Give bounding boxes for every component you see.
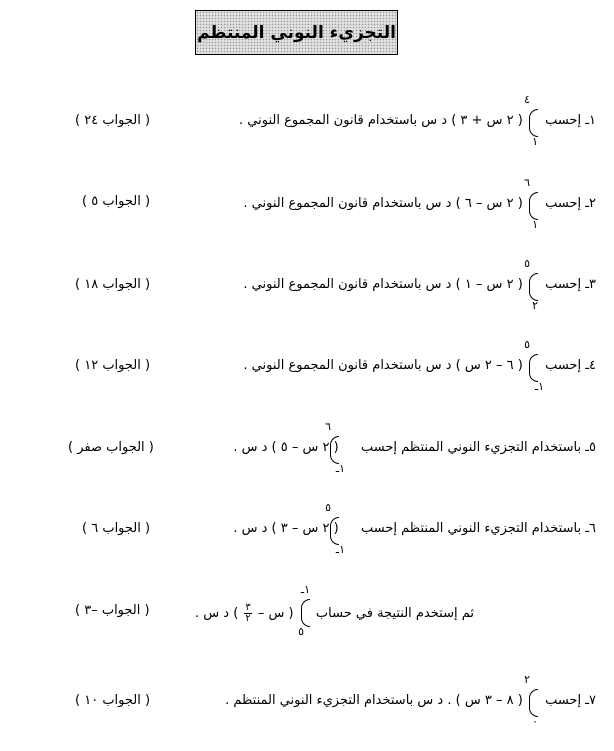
fraction <box>244 603 251 624</box>
lower-limit: ١ <box>532 135 538 148</box>
lower-limit: ١ـ <box>335 462 345 475</box>
problem-7-integrand: ( ٨ – ٣ س ) . د س <box>417 693 523 708</box>
lower-limit: ٠ <box>532 715 538 728</box>
integral-sign-icon <box>330 436 339 464</box>
problem-7 <box>225 673 596 728</box>
problem-4-integrand: ( ٦ – ٢ س ) د س <box>425 358 523 373</box>
problem-6-prefix: ٦ـ باستخدام التجزيء النوني المنتظم إحسب <box>361 521 596 536</box>
problem-4 <box>243 338 596 393</box>
lower-limit: ٥ <box>298 625 304 638</box>
integral-sign-icon <box>330 517 339 545</box>
problem-6-integrand: ( ٢ س – ٣ ) د س . <box>233 521 339 536</box>
lower-limit: ٢ <box>532 299 538 312</box>
upper-limit: ٤ <box>524 93 530 106</box>
problem-6b <box>195 583 474 638</box>
page-title: التجزيء النوني المنتظم <box>195 10 398 55</box>
upper-limit: ٦ <box>325 420 331 433</box>
fraction-numerator: ٣ <box>245 602 251 613</box>
answer-1: ( الجواب ٢٤ ) <box>75 113 151 128</box>
problem-2 <box>243 176 596 231</box>
answer-2: ( الجواب ٥ ) <box>82 194 151 209</box>
fraction-denominator: ٢ <box>245 613 251 624</box>
upper-limit: ٥ <box>524 338 530 351</box>
integral-sign-icon <box>529 109 538 137</box>
problem-1 <box>239 93 596 148</box>
answer-5: ( الجواب صفر ) <box>68 440 154 455</box>
problem-2-suffix: باستخدام قانون المجموع النوني . <box>243 196 422 211</box>
problem-4-prefix: ٤ـ إحسب <box>545 358 596 373</box>
problem-2-integrand: ( ٢ س – ٦ ) د س <box>425 196 523 211</box>
integral-sign-icon <box>529 354 538 382</box>
lower-limit: ١ـ <box>534 380 544 393</box>
answer-4: ( الجواب ١٢ ) <box>75 358 151 373</box>
problem-6b-integrand-open: ( س – <box>257 606 294 621</box>
problem-3-suffix: باستخدام قانون المجموع النوني . <box>243 277 422 292</box>
problem-2-prefix: ٢ـ إحسب <box>545 196 596 211</box>
integral-sign-icon <box>529 273 538 301</box>
problem-3 <box>243 257 596 312</box>
integral-sign-icon <box>529 192 538 220</box>
problem-1-suffix: باستخدام قانون المجموع النوني . <box>239 113 418 128</box>
integral-sign-icon <box>529 689 538 717</box>
upper-limit: ٥ <box>524 257 530 270</box>
problem-7-suffix: باستخدام التجزيء النوني المنتظم . <box>225 693 414 708</box>
upper-limit: ٥ <box>325 501 331 514</box>
problem-5-integrand: ( ٢ س – ٥ ) د س . <box>233 440 339 455</box>
lower-limit: ١ـ <box>335 543 345 556</box>
problem-5-prefix: ٥ـ باستخدام التجزيء النوني المنتظم إحسب <box>361 440 596 455</box>
problem-1-prefix: ١ـ إحسب <box>545 113 596 128</box>
upper-limit: ١ـ <box>300 583 310 596</box>
problem-6b-prefix: ثم إستخدم النتيجة في حساب <box>315 606 474 621</box>
problem-6 <box>233 501 596 556</box>
answer-3: ( الجواب ١٨ ) <box>75 277 151 292</box>
integral-sign-icon <box>301 599 310 627</box>
answer-6b: ( الجواب –٣ ) <box>75 603 150 618</box>
lower-limit: ١ <box>532 218 538 231</box>
problem-5 <box>233 420 596 475</box>
problem-6b-integrand-close: ) د س . <box>195 606 239 621</box>
upper-limit: ٢ <box>524 673 530 686</box>
upper-limit: ٦ <box>524 176 530 189</box>
answer-7: ( الجواب ١٠ ) <box>75 693 151 708</box>
problem-4-suffix: باستخدام قانون المجموع النوني . <box>243 358 422 373</box>
problem-3-integrand: ( ٢ س – ١ ) د س <box>425 277 523 292</box>
problem-3-prefix: ٣ـ إحسب <box>545 277 596 292</box>
problem-1-integrand: ( ٢ س + ٣ ) د س <box>421 113 523 128</box>
problem-7-prefix: ٧ـ إحسب <box>545 693 596 708</box>
answer-6: ( الجواب ٦ ) <box>82 521 151 536</box>
